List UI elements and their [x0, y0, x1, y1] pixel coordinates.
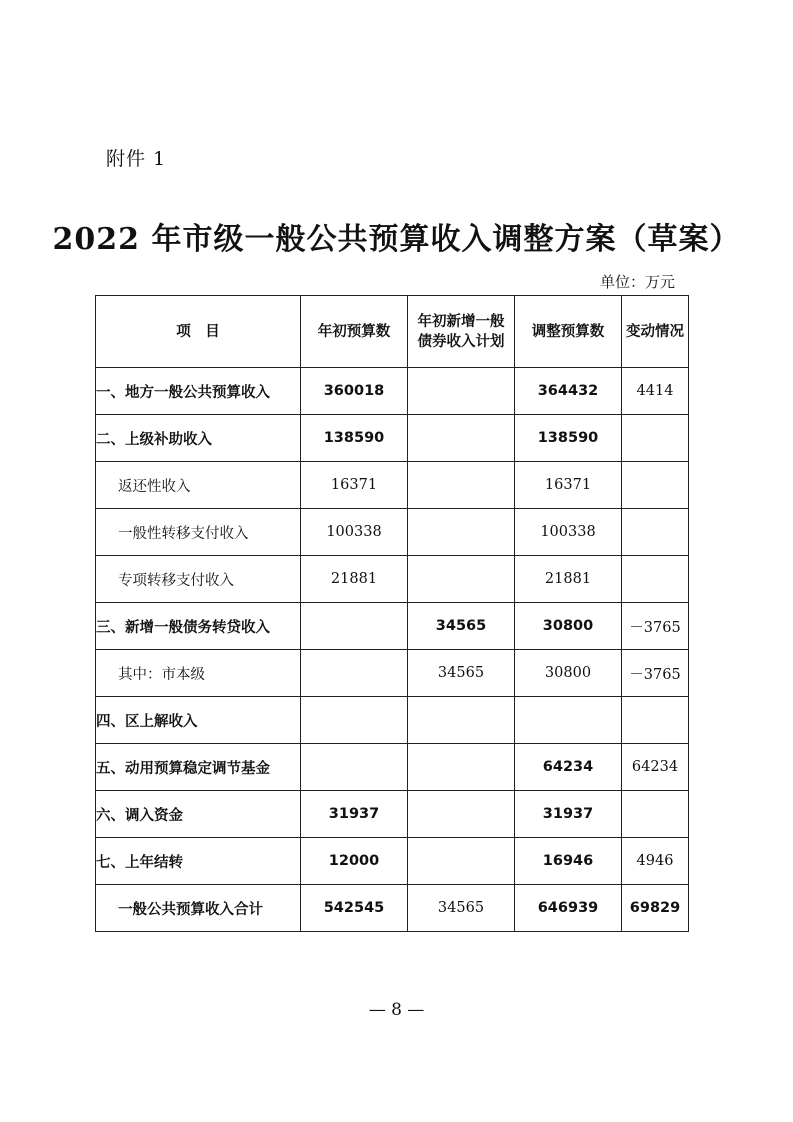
- attachment-label: 附件 1: [106, 148, 167, 170]
- cell-change: 4946: [622, 838, 689, 885]
- table-row: [96, 791, 689, 838]
- column-header-new-debt-plan: 年初新增一般债券收入计划: [408, 296, 515, 368]
- table-row: [96, 462, 689, 509]
- cell-adjusted: 31937: [515, 791, 622, 838]
- cell-adjusted: 646939: [515, 885, 622, 932]
- cell-new-debt: [408, 462, 515, 509]
- cell-adjusted: 64234: [515, 744, 622, 791]
- table-row: [96, 368, 689, 415]
- cell-initial: 21881: [301, 556, 408, 603]
- cell-change: [622, 697, 689, 744]
- cell-change: 64234: [622, 744, 689, 791]
- cell-adjusted: 16371: [515, 462, 622, 509]
- cell-change: [622, 509, 689, 556]
- column-header-adjusted-budget: 调整预算数: [515, 296, 622, 368]
- cell-change: [622, 415, 689, 462]
- row-label: 专项转移支付收入: [96, 556, 301, 603]
- cell-adjusted: 100338: [515, 509, 622, 556]
- table-row: [96, 744, 689, 791]
- cell-new-debt: [408, 368, 515, 415]
- row-label: 四、区上解收入: [96, 697, 301, 744]
- cell-new-debt: [408, 415, 515, 462]
- row-label: 其中：市本级: [96, 650, 301, 697]
- row-label: 三、新增一般债务转贷收入: [96, 603, 301, 650]
- cell-new-debt: [408, 791, 515, 838]
- cell-change: [622, 791, 689, 838]
- cell-adjusted: 30800: [515, 650, 622, 697]
- row-label: 七、上年结转: [96, 838, 301, 885]
- column-header-item: 项 目: [96, 296, 301, 368]
- row-label: 六、调入资金: [96, 791, 301, 838]
- cell-initial: [301, 650, 408, 697]
- page-title: 2022 年市级一般公共预算收入调整方案（草案）: [52, 222, 741, 257]
- row-label: 二、上级补助收入: [96, 415, 301, 462]
- table-row: [96, 838, 689, 885]
- cell-change: －3765: [622, 603, 689, 650]
- table-header-row: [96, 296, 689, 368]
- row-label: 一般性转移支付收入: [96, 509, 301, 556]
- table-row: [96, 650, 689, 697]
- cell-adjusted: [515, 697, 622, 744]
- row-label: 返还性收入: [96, 462, 301, 509]
- cell-initial: [301, 697, 408, 744]
- row-label: 五、动用预算稳定调节基金: [96, 744, 301, 791]
- column-header-initial-budget: 年初预算数: [301, 296, 408, 368]
- table-row: [96, 603, 689, 650]
- cell-initial: 138590: [301, 415, 408, 462]
- column-header-change: 变动情况: [622, 296, 689, 368]
- cell-change: 4414: [622, 368, 689, 415]
- cell-adjusted: 16946: [515, 838, 622, 885]
- cell-adjusted: 138590: [515, 415, 622, 462]
- cell-new-debt: 34565: [408, 885, 515, 932]
- cell-adjusted: 364432: [515, 368, 622, 415]
- table-row: [96, 415, 689, 462]
- cell-change: 69829: [622, 885, 689, 932]
- cell-initial: 542545: [301, 885, 408, 932]
- cell-new-debt: [408, 744, 515, 791]
- cell-change: [622, 462, 689, 509]
- cell-initial: [301, 603, 408, 650]
- unit-label: 单位：万元: [600, 273, 676, 291]
- cell-initial: 100338: [301, 509, 408, 556]
- cell-adjusted: 30800: [515, 603, 622, 650]
- cell-new-debt: [408, 838, 515, 885]
- cell-new-debt: [408, 697, 515, 744]
- row-label: 一、地方一般公共预算收入: [96, 368, 301, 415]
- cell-new-debt: 34565: [408, 603, 515, 650]
- cell-initial: [301, 744, 408, 791]
- table-row: [96, 509, 689, 556]
- cell-initial: 360018: [301, 368, 408, 415]
- budget-table: [95, 295, 689, 932]
- table-row: [96, 556, 689, 603]
- cell-new-debt: [408, 509, 515, 556]
- cell-new-debt: 34565: [408, 650, 515, 697]
- cell-new-debt: [408, 556, 515, 603]
- page-number: — 8 —: [368, 1000, 425, 1020]
- cell-initial: 16371: [301, 462, 408, 509]
- cell-change: [622, 556, 689, 603]
- cell-initial: 31937: [301, 791, 408, 838]
- cell-adjusted: 21881: [515, 556, 622, 603]
- table-row-total: [96, 885, 689, 932]
- cell-initial: 12000: [301, 838, 408, 885]
- row-label: 一般公共预算收入合计: [96, 885, 301, 932]
- table-row: [96, 697, 689, 744]
- cell-change: －3765: [622, 650, 689, 697]
